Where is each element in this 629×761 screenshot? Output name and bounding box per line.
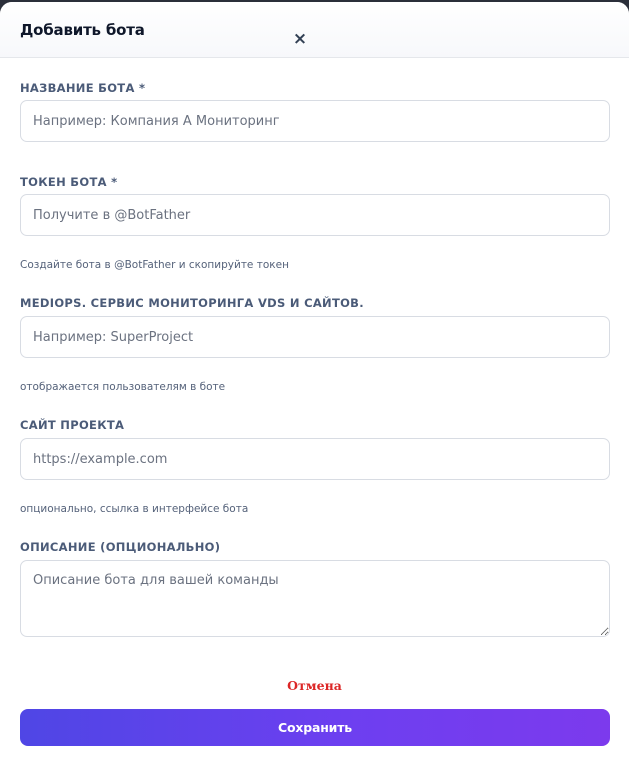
modal-header — [0, 2, 629, 58]
description-label: ОПИСАНИЕ (ОПЦИОНАЛЬНО) — [20, 540, 221, 554]
service-name-hint: отображается пользователям в боте — [20, 381, 226, 393]
bot-token-hint: Создайте бота в @BotFather и скопируйте токен — [20, 259, 289, 271]
project-site-hint: опционально, ссылка в интерфейсе бота — [20, 503, 249, 515]
bot-name-label: НАЗВАНИЕ БОТА * — [20, 81, 146, 95]
modal-title: Добавить бота — [20, 21, 145, 39]
service-name-input[interactable] — [20, 316, 610, 358]
bot-token-input[interactable] — [20, 194, 610, 236]
project-site-input[interactable] — [20, 438, 610, 480]
cancel-button[interactable]: Отмена — [287, 678, 342, 693]
add-bot-modal — [0, 2, 629, 761]
bot-name-input[interactable] — [20, 100, 610, 142]
description-textarea[interactable] — [20, 560, 610, 637]
service-name-label: MEDIOPS. СЕРВИС МОНИТОРИНГА VDS И САЙТОВ. — [20, 296, 364, 310]
project-site-label: САЙТ ПРОЕКТА — [20, 418, 125, 432]
save-button[interactable]: Сохранить — [20, 709, 610, 746]
close-icon[interactable]: × — [290, 29, 310, 49]
bot-token-label: ТОКЕН БОТА * — [20, 175, 118, 189]
